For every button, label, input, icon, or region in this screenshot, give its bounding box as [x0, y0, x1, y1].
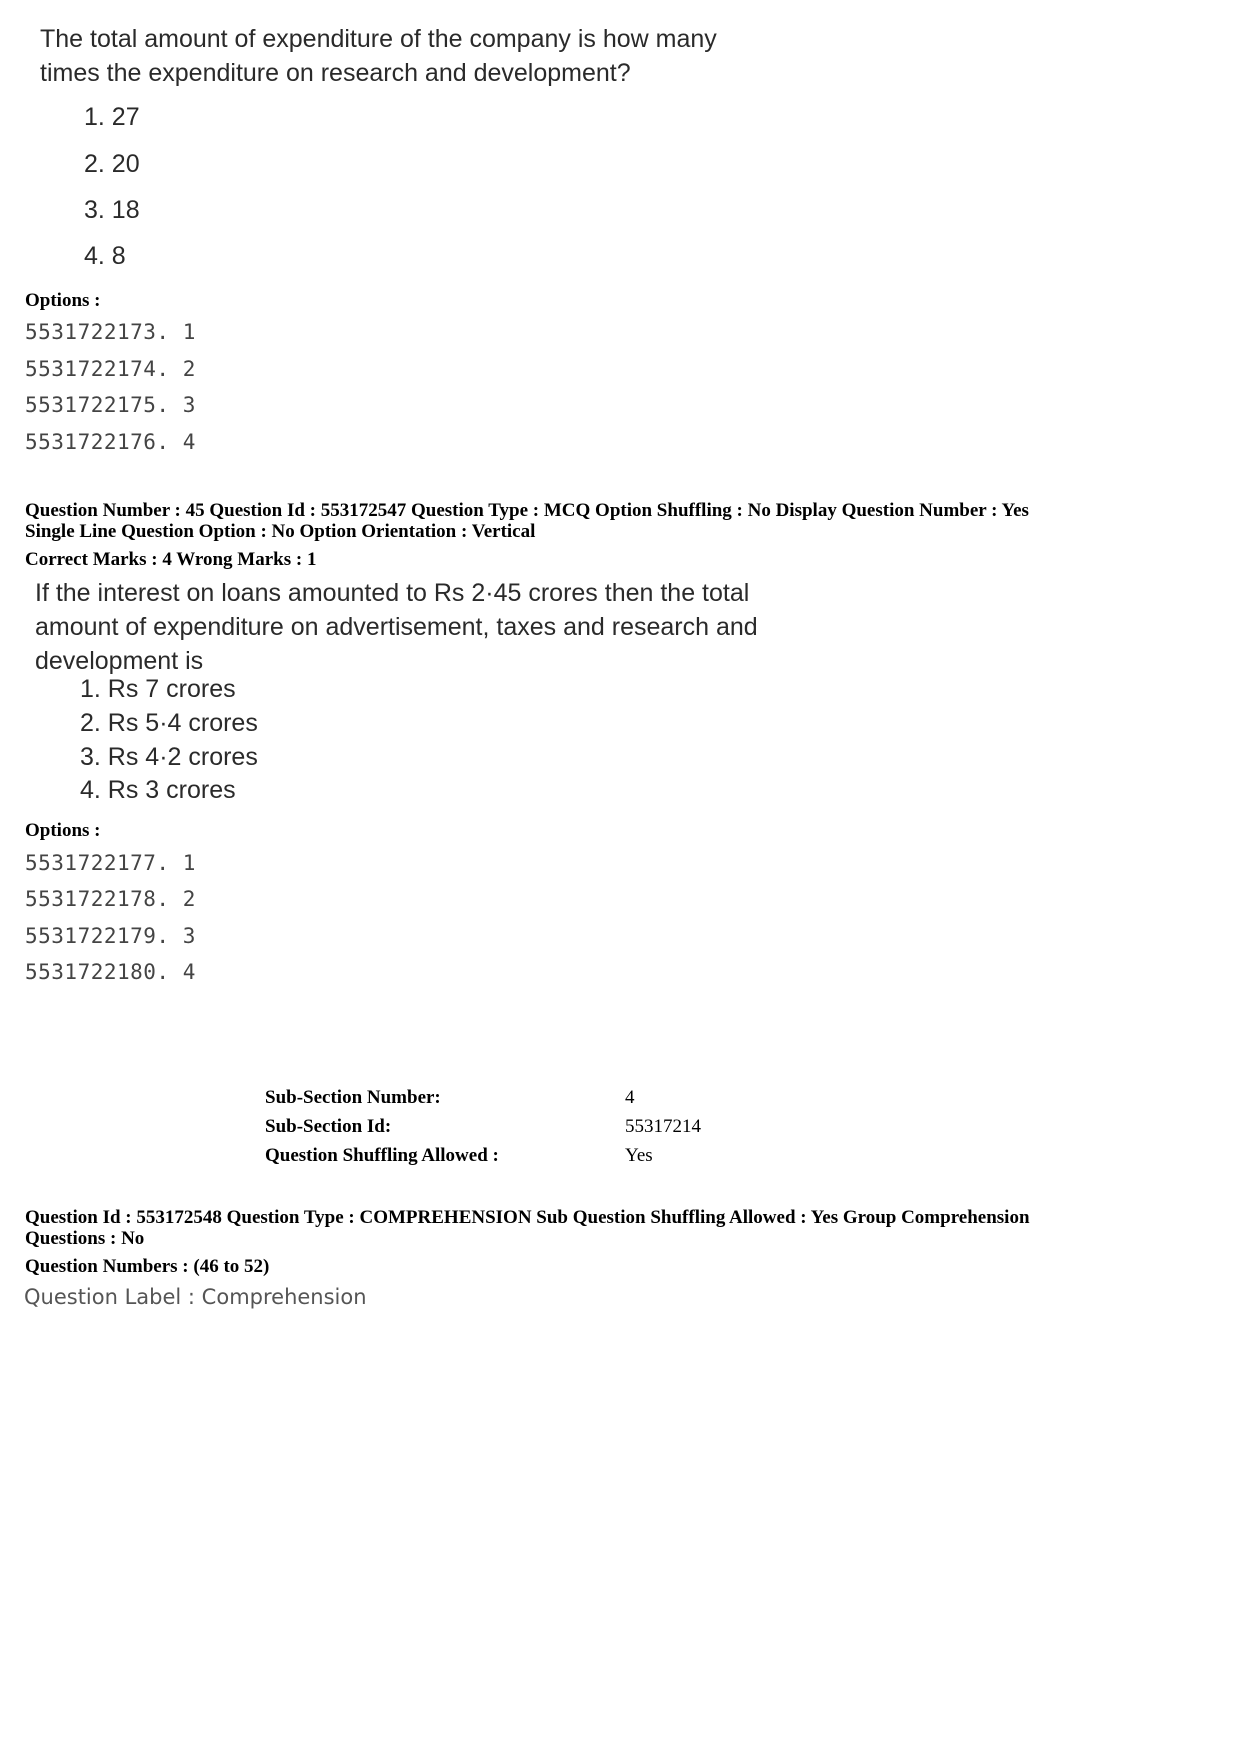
question-45-marks: Correct Marks : 4 Wrong Marks : 1 — [25, 549, 317, 570]
subsection-id-value: 55317214 — [625, 1116, 701, 1137]
question-44-option-id-1: 5531722173. 1 — [25, 320, 196, 344]
question-45-option-id-1: 5531722177. 1 — [25, 851, 196, 875]
question-44-stem: The total amount of expenditure of the company is how many times the expenditure on research and development? — [40, 25, 717, 87]
question-44-option-id-2: 5531722174. 2 — [25, 357, 196, 381]
question-44-option-id-4: 5531722176. 4 — [25, 430, 196, 454]
question-44-choice-3: 3. 18 — [84, 196, 140, 224]
subsection-shuffle-label: Question Shuffling Allowed : — [265, 1145, 499, 1166]
question-45-choice-4: 4. Rs 3 crores — [80, 776, 236, 804]
comprehension-question-label: Question Label : Comprehension — [24, 1285, 367, 1309]
question-45-choice-2: 2. Rs 5·4 crores — [80, 709, 258, 737]
question-45-option-id-2: 5531722178. 2 — [25, 887, 196, 911]
question-45-meta-line-1: Question Number : 45 Question Id : 553172547 Question Type : MCQ Option Shuffling : No Display Question Number : Yes — [25, 500, 1029, 521]
question-44-choice-4: 4. 8 — [84, 242, 126, 270]
question-44-choice-1: 1. 27 — [84, 103, 140, 131]
comprehension-question-numbers: Question Numbers : (46 to 52) — [25, 1256, 270, 1277]
subsection-number-label: Sub-Section Number: — [265, 1087, 441, 1108]
subsection-number-value: 4 — [625, 1087, 635, 1108]
comprehension-meta-line-2: Questions : No — [25, 1228, 145, 1249]
comprehension-meta-line-1: Question Id : 553172548 Question Type : COMPREHENSION Sub Question Shuffling Allowed : Yes Group Comprehension — [25, 1207, 1030, 1228]
question-45-option-id-4: 5531722180. 4 — [25, 960, 196, 984]
subsection-shuffle-value: Yes — [625, 1145, 653, 1166]
question-45-choice-3: 3. Rs 4·2 crores — [80, 743, 258, 771]
question-45-stem: If the interest on loans amounted to Rs 2·45 crores then the total amount of expenditure on advertisement, taxes and research and development is — [35, 579, 758, 675]
question-45-options-label: Options : — [25, 820, 101, 841]
question-45-choice-1: 1. Rs 7 crores — [80, 675, 236, 703]
question-44-choice-2: 2. 20 — [84, 150, 140, 178]
subsection-id-label: Sub-Section Id: — [265, 1116, 392, 1137]
question-45-option-id-3: 5531722179. 3 — [25, 924, 196, 948]
question-44-options-label: Options : — [25, 290, 101, 311]
question-44-option-id-3: 5531722175. 3 — [25, 393, 196, 417]
question-45-meta-line-2: Single Line Question Option : No Option Orientation : Vertical — [25, 521, 536, 542]
